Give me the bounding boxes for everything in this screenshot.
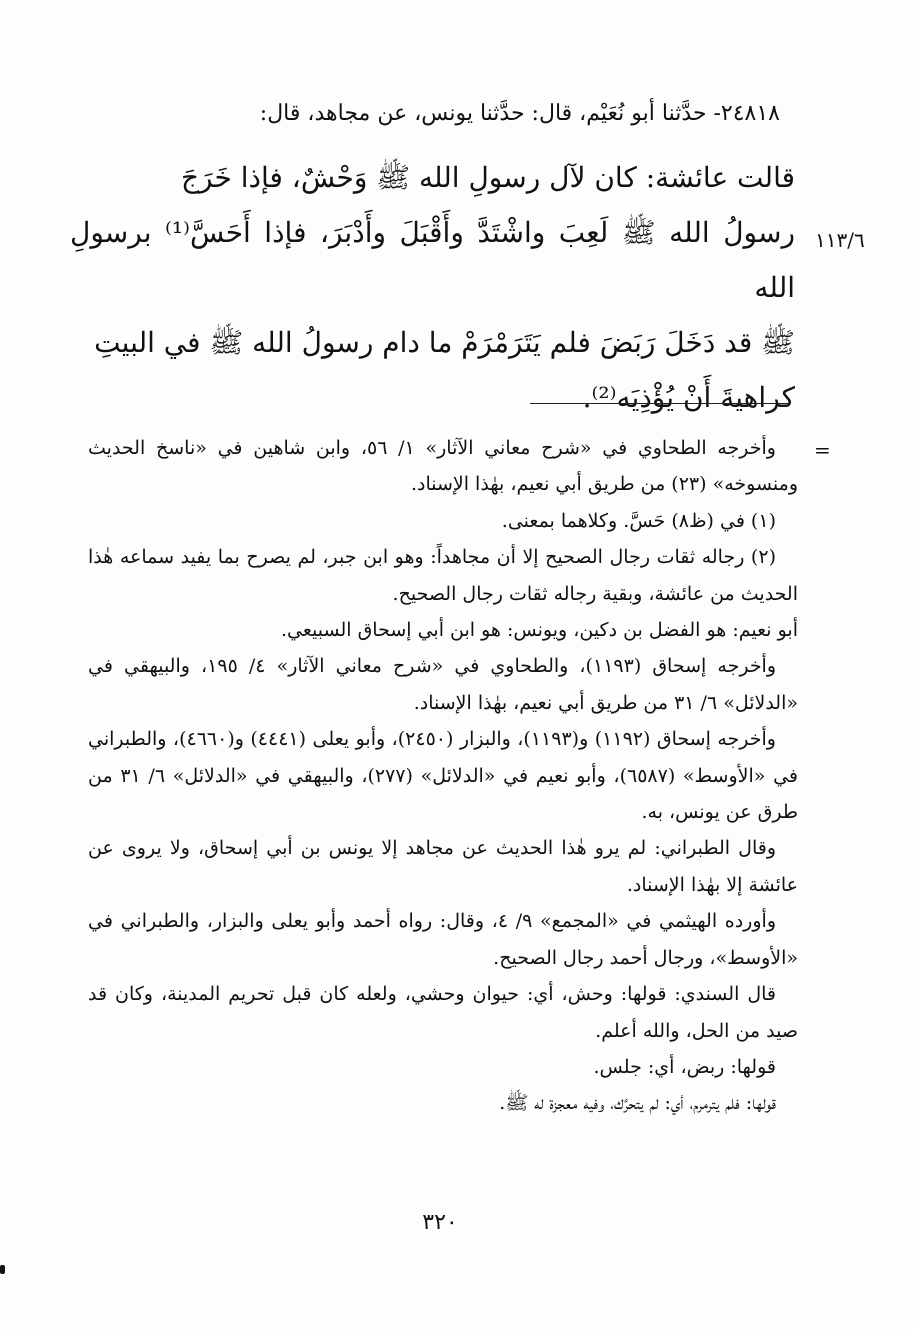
- scan-mark: [0, 1265, 5, 1274]
- footnote-paragraph: قولها: فلم يترمرم، أي: لم يتحرَّك، وفيه معجزة له ﷺ.: [499, 1092, 776, 1115]
- hadith-line: كراهيةَ أَنْ يُؤْذِيَه⁽²⁾.: [582, 381, 795, 414]
- footnote-paragraph: (٢) رجاله ثقات رجال الصحيح إلا أن مجاهداً: وهو ابن جبر، لم يصرح بما يفيد سماعه هٰذا الحديث من عائشة، وبقية رجاله ثقات رجال الصحيح.: [88, 546, 798, 605]
- footnote-paragraph: وأخرجه إسحاق (١١٩٢) و(١١٩٣)، والبزار (٢٤٥٠)، وأبو يعلى (٤٤٤١) و(٤٦٦٠)، والطبراني في «الأوسط» (٦٥٨٧)، وأبو نعيم في «الدلائل» (٢٧٧)، والبيهقي في «الدلائل» ٦/ ٣١ من طرق عن يونس، به.: [88, 728, 798, 824]
- hadith-line: قالت عائشة: كان لآل رسولِ الله ﷺ وَحْشٌ، فإذا خَرَجَ: [180, 161, 795, 194]
- footnote-paragraph: وأورده الهيثمي في «المجمع» ٩/ ٤، وقال: رواه أحمد وأبو يعلى والبزار، والطبراني في «الأوسط»، ورجال أحمد رجال الصحيح.: [88, 910, 798, 969]
- footnote-paragraph: وقال الطبراني: لم يرو هٰذا الحديث عن مجاهد إلا يونس بن أبي إسحاق، ولا يروى عن عائشة إلا بهٰذا الإسناد.: [88, 837, 798, 896]
- footnote-paragraph: وأخرجه الطحاوي في «شرح معاني الآثار» ١/ ٥٦، وابن شاهين في «ناسخ الحديث ومنسوخه» (٢٣) من طريق أبي نعيم، بهٰذا الإسناد.: [88, 437, 798, 496]
- page-number: ٣٢٠: [422, 1210, 458, 1235]
- margin-reference: ١١٣/٦: [815, 228, 865, 252]
- footnote-paragraph: قال السندي: قولها: وحش، أي: حيوان وحشي، ولعله كان قبل تحريم المدينة، وكان قد صيد من الحل، والله أعلم.: [88, 983, 798, 1042]
- hadith-text: [70, 150, 795, 425]
- hadith-line: رسولُ الله ﷺ لَعِبَ واشْتَدَّ وأَقْبَلَ وأَدْبَرَ، فإذا أَحَسَّ⁽¹⁾ برسولِ الله: [70, 216, 795, 304]
- footnote-divider: [530, 403, 788, 404]
- footnote-paragraph: (١) في (ظ٨) حَسَّ. وكلاهما بمعنى.: [501, 509, 776, 532]
- hadith-header: ٢٤٨١٨- حدَّثنا أبو نُعَيْم، قال: حدَّثنا يونس، عن مجاهد، قال:: [259, 101, 780, 126]
- hadith-line: ﷺ قد دَخَلَ رَبَضَ فلم يَتَرَمْرَمْ ما دام رسولُ الله ﷺ في البيتِ: [94, 326, 795, 359]
- continuation-mark: =: [814, 438, 831, 462]
- footnote-paragraph: أبو نعيم: هو الفضل بن دكين، ويونس: هو ابن أبي إسحاق السبيعي.: [281, 619, 798, 642]
- footnote-paragraph: وأخرجه إسحاق (١١٩٣)، والطحاوي في «شرح معاني الآثار» ٤/ ١٩٥، والبيهقي في «الدلائل» ٦/ ٣١ من طريق أبي نعيم، بهٰذا الإسناد.: [88, 655, 798, 714]
- footnote-paragraph: قولها: ربض، أي: جلس.: [593, 1055, 776, 1078]
- footnotes: [88, 430, 798, 1122]
